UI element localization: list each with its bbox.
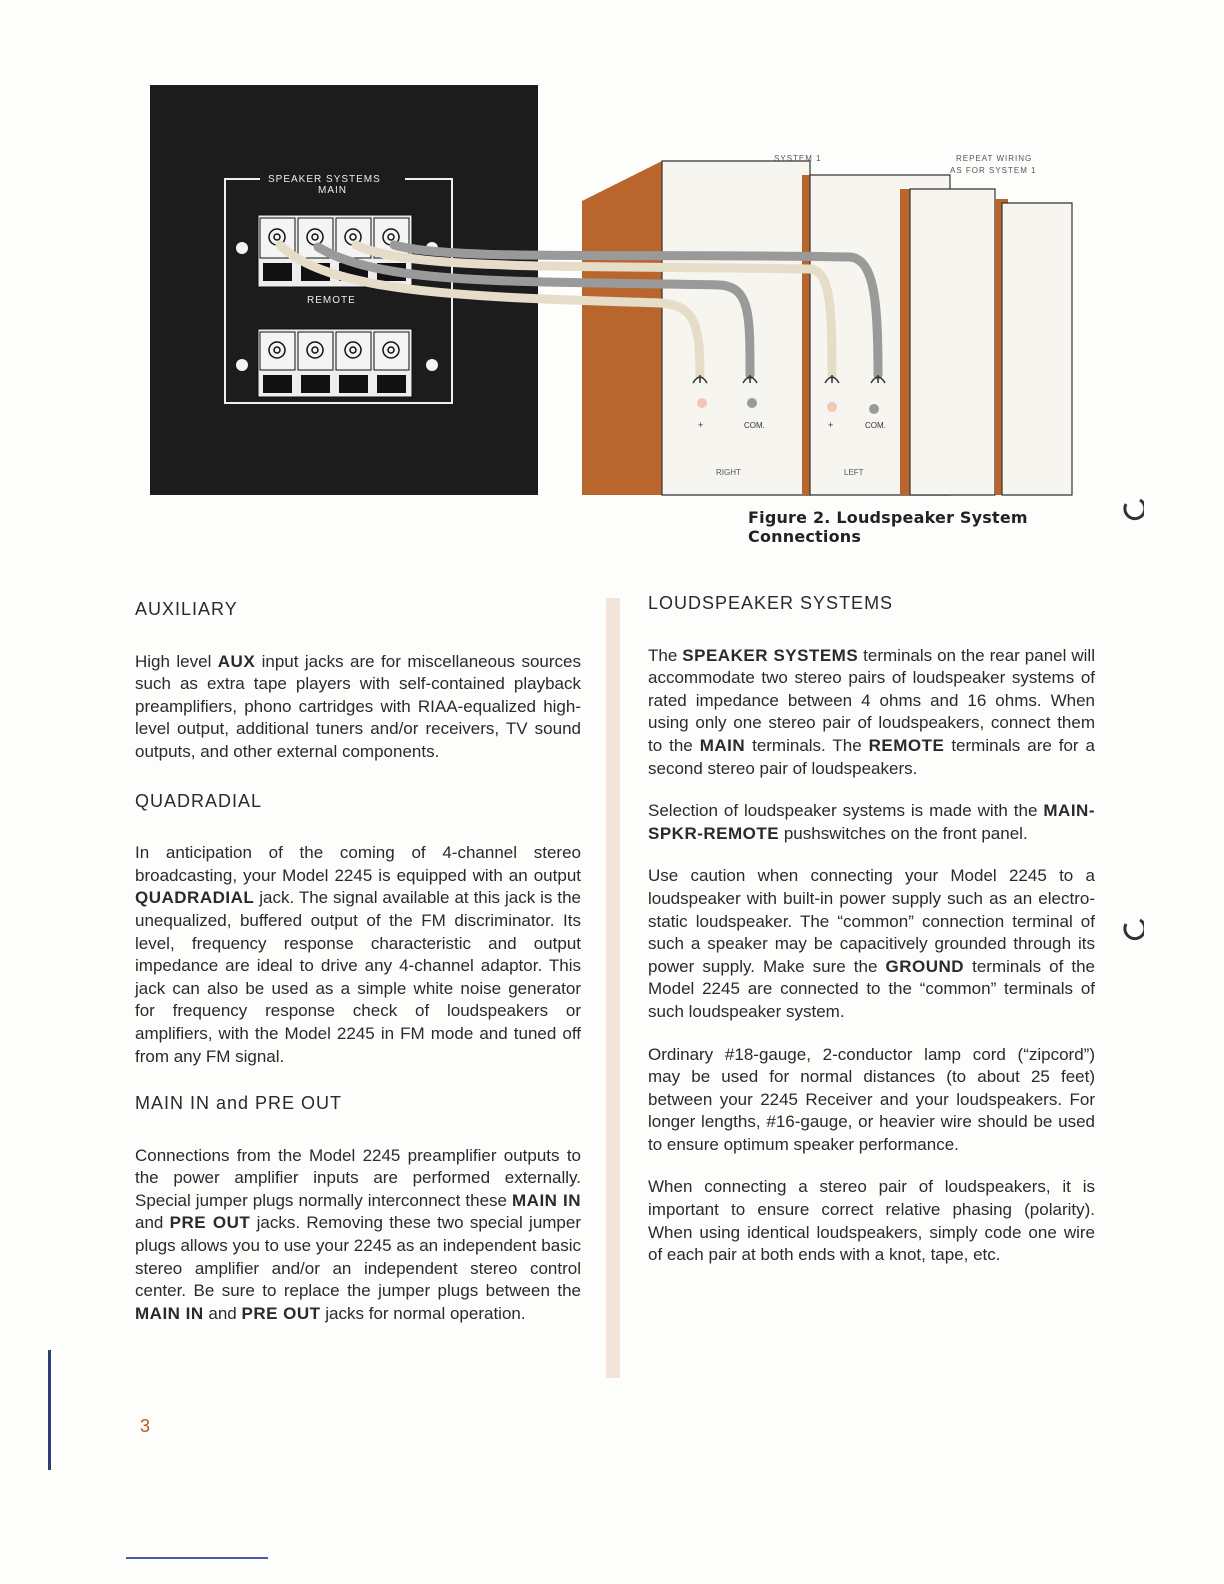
left-column — [135, 598, 581, 1345]
loudspeaker-paragraph-1: The SPEAKER SYSTEMS terminals on the rear panel will accommodate two stereo pairs of loudspeaker systems of rated impedance between 4 ohms and 16 ohms. When using only one stereo pair of loudspeakers, connect them to the MAIN terminals. The REMOTE terminals are for a second stereo pair of loudspeakers. — [648, 645, 1095, 778]
column-divider — [606, 598, 620, 1378]
right-column — [648, 592, 1095, 1287]
loudspeaker-paragraph-4: Ordinary #18-gauge, 2-conductor lamp cord (“zipcord”) may be used for normal distances (to about 25 feet) between your 2245 Receiver and your loudspeakers. For longer lengths, #16-gauge, or heavier wire should be used to ensure optimum speaker performance. — [648, 1044, 1095, 1154]
loudspeaker-systems-heading: LOUDSPEAKER SYSTEMS — [648, 593, 894, 613]
figure-caption: Figure 2. Loudspeaker System Connections — [748, 508, 1028, 546]
auxiliary-paragraph: High level AUX input jacks are for miscellaneous sources such as extra tape players with self-contained playback preamplifiers, phono cartridges with RIAA-equalized high-level output, additional tuners and/or receivers, TV sound outputs, and other external components. — [135, 651, 581, 761]
punch-hole-icon — [1122, 918, 1144, 942]
page-number: 3 — [140, 1416, 151, 1436]
speaker-left-label: LEFT — [844, 468, 864, 477]
left-plus-label: + — [828, 420, 834, 430]
footer-rule — [126, 1557, 268, 1559]
punch-hole-icon — [1122, 498, 1144, 522]
quadradial-heading: QUADRADIAL — [135, 790, 263, 811]
panel-title: SPEAKER SYSTEMS — [268, 174, 381, 185]
speaker-right-label: RIGHT — [716, 468, 741, 477]
auxiliary-heading: AUXILIARY — [135, 599, 238, 619]
right-plus-label: + — [698, 420, 704, 430]
binding-edge-mark — [48, 1350, 51, 1470]
main-label: MAIN — [318, 185, 347, 196]
loudspeaker-paragraph-2: Selection of loudspeaker systems is made with the MAIN-SPKR-REMOTE pushswitches on the front panel. — [648, 801, 1095, 843]
remote-label: REMOTE — [307, 295, 356, 306]
right-com-label: COM. — [744, 421, 765, 430]
remote-terminals — [236, 329, 438, 397]
system1-label: SYSTEM 1 — [774, 154, 822, 163]
quadradial-paragraph: In anticipation of the coming of 4-channel stereo broadcasting, your Model 2245 is equipped with an output QUADRADIAL jack. The signal available at this jack is the unequalized, buffered output of the FM discriminator. Its level, frequency response characteristic and output impedance are ideal to drive any 4-channel adaptor. This jack can also be used as a simple white noise generator for frequency response check of loudspeakers or amplifiers, with the Model 2245 in FM mode and tuned off from any FM signal. — [135, 843, 581, 1066]
loudspeaker-connection-diagram — [150, 85, 1100, 505]
main-in-pre-out-heading: MAIN IN and PRE OUT — [135, 1093, 343, 1114]
repeat-wiring-label: REPEAT WIRING — [956, 154, 1033, 163]
repeat-wiring-sublabel: AS FOR SYSTEM 1 — [950, 166, 1037, 175]
loudspeaker-paragraph-5: When connecting a stereo pair of loudspeakers, it is important to ensure correct relative phasing (polarity). When using identical loudspeakers, simply code one wire of each pair at both ends with a knot, tape, etc. — [648, 1177, 1095, 1265]
loudspeaker-paragraph-3: Use caution when connecting your Model 2245 to a loudspeaker with built-in power supply such as an electro-static loudspeaker. The “common” connection terminal of such a speaker may be capacitively grounded through its power supply. Make sure the GROUND terminals of the Model 2245 are connected to the “common” terminals of such loudspeaker system. — [648, 866, 1095, 1021]
left-com-label: COM. — [865, 421, 886, 430]
main-in-pre-out-paragraph: Connections from the Model 2245 preamplifier outputs to the power amplifier inputs are performed externally. Special jumper plugs normally interconnect these MAIN IN and PRE OUT jacks. Removing these two special jumper plugs allows you to use your 2245 as an independent basic stereo amplifier and/or an independent stereo control center. Be sure to replace the jumper plugs between the MAIN IN and PRE OUT jacks for normal operation. — [135, 1145, 582, 1323]
